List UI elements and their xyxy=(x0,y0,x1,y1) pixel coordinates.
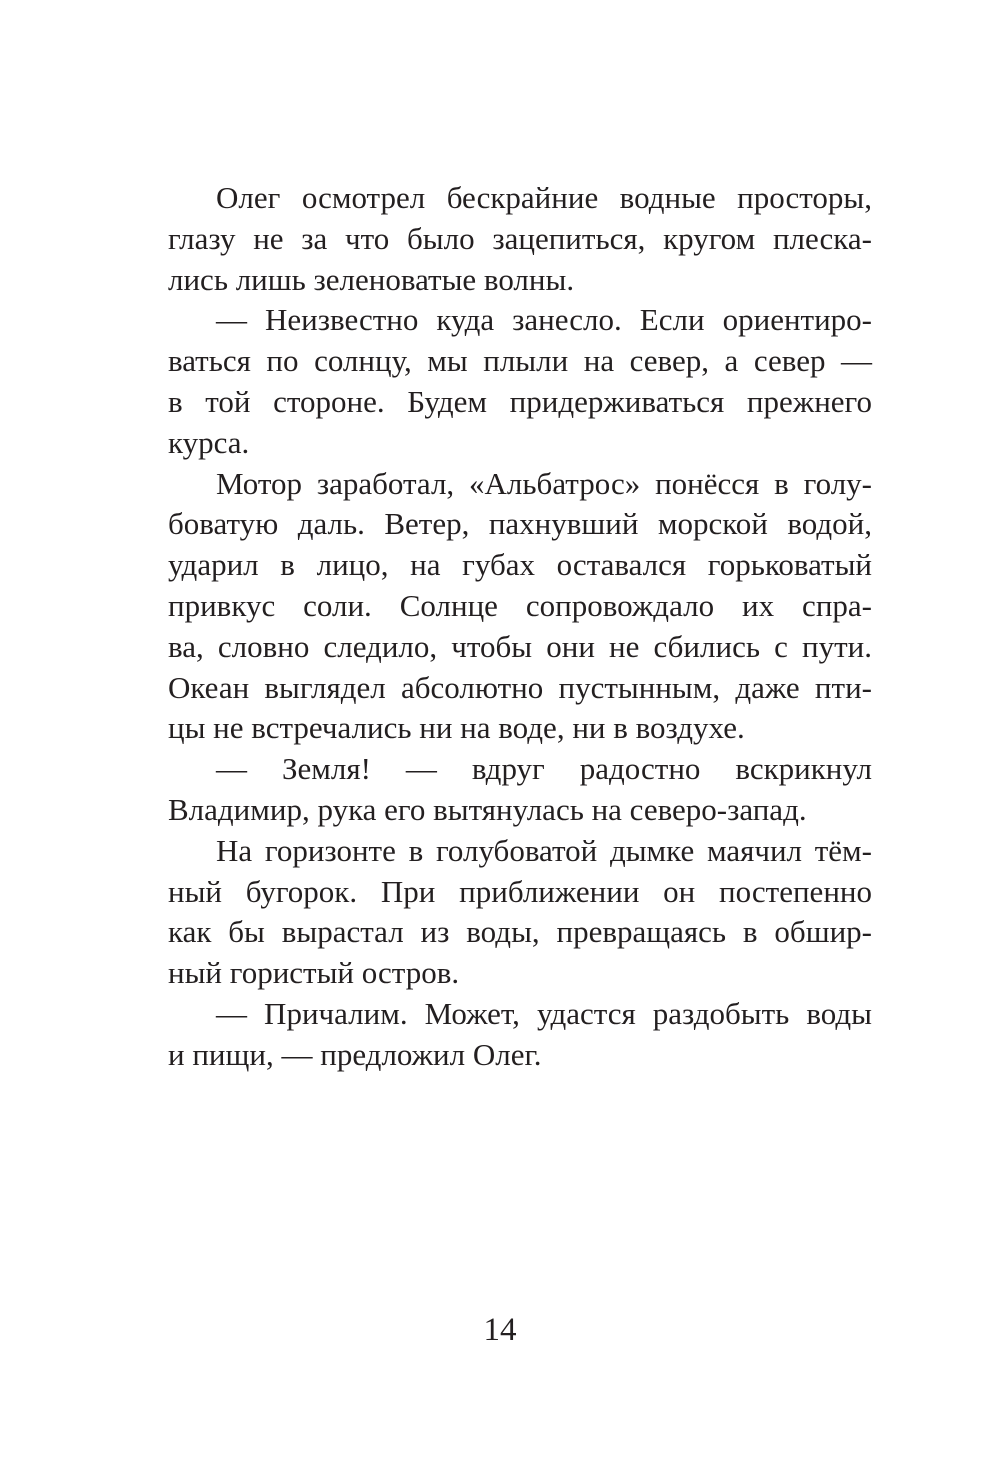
text-line: ный гористый остров. xyxy=(168,955,460,991)
text-line: Мотор заработал, «Альбатрос» понёсся в голу- xyxy=(216,465,872,501)
text-line: боватую даль. Ветер, пахнувший морской водой, xyxy=(168,506,872,542)
text-line: цы не встречались ни на воде, ни в воздухе. xyxy=(168,710,745,746)
text-line: Владимир, рука его вытянулась на северо-запад. xyxy=(168,791,807,827)
text-line: привкус соли. Солнце сопровождало их спра- xyxy=(168,587,872,623)
text-line: — Земля! — вдруг радостно вскрикнул xyxy=(216,751,872,787)
text-line: ный бугорок. При приближении он постепенно xyxy=(168,873,872,909)
text-line: курса. xyxy=(168,424,250,460)
text-line: ва, словно следило, чтобы они не сбились с пути. xyxy=(168,628,872,664)
page-number: 14 xyxy=(483,1312,517,1348)
text-line: ударил в лицо, на губах оставался горьковатый xyxy=(168,547,872,583)
text-line: лись лишь зеленоватые волны. xyxy=(168,261,575,297)
text-line: На горизонте в голубоватой дымке маячил тём- xyxy=(216,832,872,868)
text-line: в той стороне. Будем придерживаться прежнего xyxy=(168,383,872,419)
text-line: — Неизвестно куда занесло. Если ориентиро- xyxy=(216,302,872,338)
text-line: ваться по солнцу, мы плыли на север, а север — xyxy=(168,343,872,379)
text-line: глазу не за что было зацепиться, кругом плеска- xyxy=(168,220,872,256)
body-text xyxy=(168,178,872,1076)
text-line: и пищи, — предложил Олег. xyxy=(168,1036,542,1072)
text-line: как бы вырастал из воды, превращаясь в обшир- xyxy=(168,914,872,950)
text-line: Олег осмотрел бескрайние водные просторы, xyxy=(216,180,872,215)
text-line: — Причалим. Может, удастся раздобыть воды xyxy=(216,995,872,1031)
text-line: Океан выглядел абсолютно пустынным, даже пти- xyxy=(168,669,872,705)
